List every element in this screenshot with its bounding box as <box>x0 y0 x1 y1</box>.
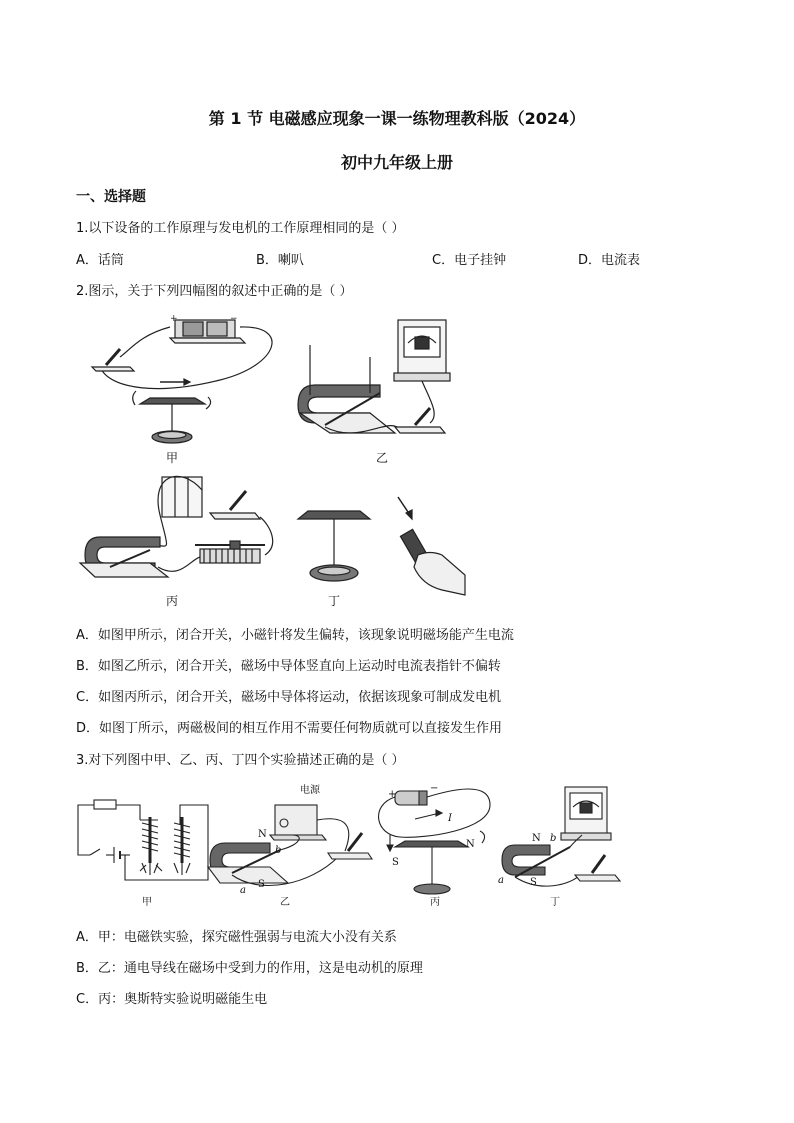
question-3-option-b: B．乙：通电导线在磁场中受到力的作用，这是电动机的原理 <box>76 961 423 976</box>
fig2-label-ding: 丁 <box>328 594 341 608</box>
fig3-label-jia: 甲 <box>142 897 152 908</box>
question-1-option-d: D．电流表 <box>578 253 641 268</box>
fig3-power-label: 电源 <box>300 785 320 796</box>
question-1-option-c: C．电子挂钟 <box>432 253 507 268</box>
question-2-option-c: C．如图丙所示，闭合开关，磁场中导体将运动，依据该现象可制成发电机 <box>76 690 502 705</box>
fig2-label-bing: 丙 <box>166 594 179 608</box>
fig2-jia-compass <box>133 391 211 443</box>
fig3-bing-battery <box>395 791 427 805</box>
fig3-label-ding: 丁 <box>550 897 560 908</box>
fig3-yi-N: N <box>258 829 267 840</box>
fig3-jia-electromagnets <box>140 817 190 875</box>
fig2-bing-rheostat <box>195 541 265 563</box>
question-2-option-d: D．如图丁所示，两磁极间的相互作用不需要任何物质就可以直接发生作用 <box>76 721 503 736</box>
question-2-option-b: B．如图乙所示，闭合开关，磁场中导体竖直向上运动时电流表指针不偏转 <box>76 659 501 674</box>
fig3-label-yi: 乙 <box>280 897 290 908</box>
question-1-option-b: B．喇叭 <box>256 253 304 268</box>
fig2-bing-magnet <box>80 537 168 577</box>
fig3-label-bing: 丙 <box>430 897 440 908</box>
fig3-ding-a: a <box>498 875 504 886</box>
fig2-yi-magnet <box>298 345 395 433</box>
fig3-bing-S: S <box>392 857 399 868</box>
fig3-bing-plus: + <box>388 789 397 800</box>
fig2-ding-hand-magnet <box>400 529 465 595</box>
fig3-yi-S: S <box>258 879 265 890</box>
fig3-bing-I: I <box>448 813 452 824</box>
fig3-ding-switch <box>575 855 620 881</box>
fig3-ding-N: N <box>532 833 541 844</box>
fig3-ding-magnet <box>502 845 570 877</box>
svg-text:−: − <box>230 314 238 324</box>
fig3-ding-S: S <box>530 877 537 888</box>
fig3-yi-a: a <box>240 885 246 896</box>
fig2-yi-ammeter <box>394 320 450 381</box>
question-3-option-a: A．甲：电磁铁实验，探究磁性强弱与电流大小没有关系 <box>76 930 397 945</box>
page-title: 第 1 节 电磁感应现象一课一练物理教科版（2024） <box>208 109 586 128</box>
fig2-label-jia: 甲 <box>166 451 179 465</box>
question-1-stem: 1.以下设备的工作原理与发电机的工作原理相同的是（ ） <box>76 221 405 236</box>
question-1-option-a: A．话筒 <box>76 253 124 268</box>
question-2-figure <box>70 305 490 615</box>
fig3-yi-switch <box>328 833 372 859</box>
fig3-bing-minus: − <box>430 783 439 794</box>
fig3-ding-ammeter <box>561 787 611 840</box>
page-subtitle: 初中九年级上册 <box>340 153 453 172</box>
fig3-yi-b: b <box>275 845 282 856</box>
fig2-yi-switch <box>395 408 445 433</box>
question-3-option-c: C．丙：奥斯特实验说明磁能生电 <box>76 992 268 1007</box>
question-3-figure <box>70 775 630 910</box>
fig2-bing-battery <box>162 477 202 517</box>
fig3-bing-N: N <box>466 839 475 850</box>
fig3-ding-b: b <box>550 833 557 844</box>
fig3-yi-power <box>270 805 326 840</box>
question-2-option-a: A．如图甲所示，闭合开关，小磁针将发生偏转，该现象说明磁场能产生电流 <box>76 628 514 643</box>
svg-text:+: + <box>170 314 178 324</box>
fig2-label-yi: 乙 <box>376 451 389 465</box>
fig2-ding-compass <box>298 511 370 581</box>
question-2-stem: 2.图示，关于下列四幅图的叙述中正确的是（ ） <box>76 284 353 299</box>
fig2-bing-switch <box>210 491 260 519</box>
section-heading: 一、选择题 <box>76 189 146 205</box>
fig3-bing-compass <box>395 841 468 894</box>
fig2-jia-switch <box>92 349 134 371</box>
question-3-stem: 3.对下列图中甲、乙、丙、丁四个实验描述正确的是（ ） <box>76 753 405 768</box>
